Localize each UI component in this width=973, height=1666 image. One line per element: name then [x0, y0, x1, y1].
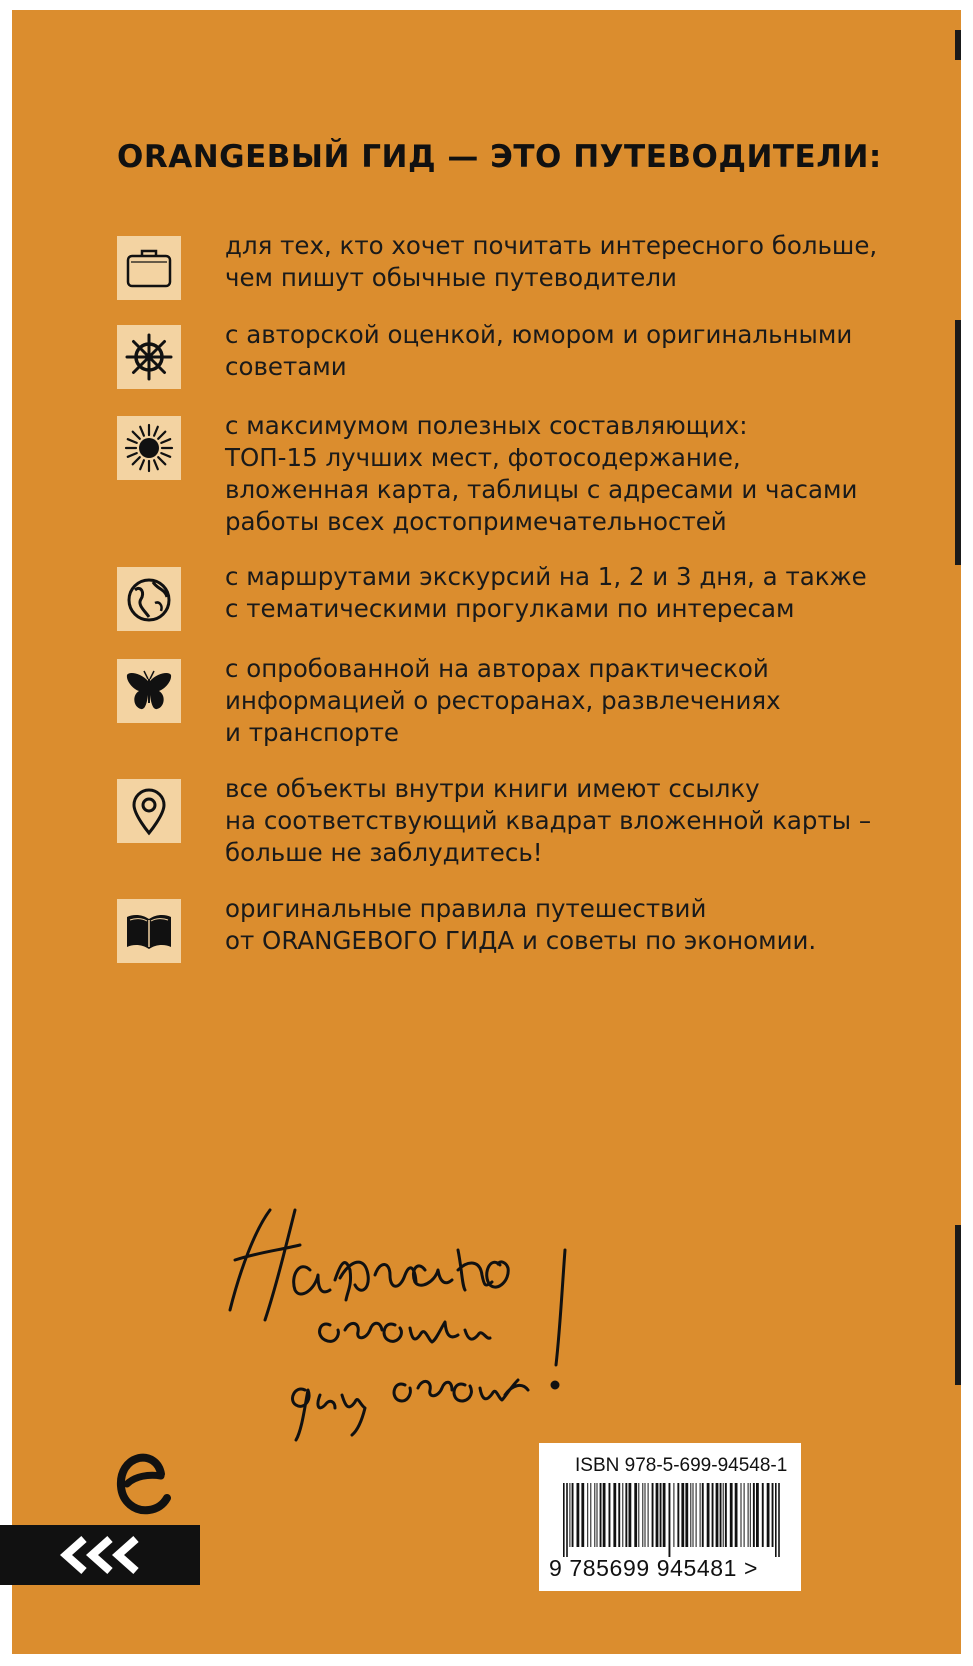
- barcode-bar: [609, 1483, 611, 1547]
- barcode-bar: [577, 1483, 580, 1547]
- barcode-bar: [730, 1483, 733, 1547]
- barcode-bar: [775, 1483, 777, 1557]
- feature-text: с маршрутами экскурсий на 1, 2 и 3 дня, а также с тематическими прогулками по интересам: [225, 562, 867, 623]
- barcode-bar: [634, 1483, 637, 1547]
- barcode-bar: [685, 1483, 688, 1547]
- feature-text: с опробованной на авторах практической информацией о ресторанах, развлечениях и транспорте: [225, 654, 781, 747]
- barcode-bar: [622, 1483, 623, 1547]
- barcode-bar: [581, 1483, 584, 1547]
- barcode-bar: [572, 1483, 574, 1547]
- map-pin-icon: [117, 779, 181, 843]
- sun-icon: [117, 416, 181, 480]
- barcode-bar: [660, 1483, 662, 1547]
- barcode-bar: [681, 1483, 684, 1547]
- barcode-bar: [618, 1483, 620, 1547]
- barcode-bar: [748, 1483, 749, 1547]
- barcode-bar: [712, 1483, 714, 1547]
- barcode-bar: [735, 1483, 738, 1547]
- barcode-bar: [663, 1483, 666, 1547]
- barcode-bar: [744, 1483, 745, 1547]
- barcode-bar: [629, 1483, 632, 1547]
- barcode-bar: [778, 1483, 780, 1557]
- barcode-bar: [720, 1483, 722, 1547]
- butterfly-icon: [117, 659, 181, 723]
- isbn-label: ISBN 978-5-699-94548-1: [575, 1455, 788, 1476]
- barcode-bar: [753, 1483, 755, 1547]
- barcode-bar: [716, 1483, 719, 1547]
- barcode-bar: [645, 1483, 646, 1547]
- feature-text: оригинальные правила путешествий от ORANGEВОГО ГИДА и советы по экономии.: [225, 894, 817, 955]
- feature-text: для тех, кто хочет почитать интересного больше, чем пишут обычные путеводители: [225, 231, 878, 292]
- barcode-bar: [756, 1483, 759, 1547]
- series-chevrons-icon: [0, 1525, 200, 1585]
- barcode-bar: [590, 1483, 591, 1547]
- suitcase-icon: [117, 236, 181, 300]
- barcode-bar: [690, 1483, 691, 1547]
- isbn-digits: 9 785699 945481 >: [549, 1555, 759, 1581]
- barcode-bar: [563, 1483, 565, 1557]
- barcode-bar: [767, 1483, 770, 1547]
- barcode-bar: [677, 1483, 679, 1547]
- open-book-icon: [117, 899, 181, 963]
- crop-mark-top: [955, 30, 961, 60]
- isbn-barcode: [539, 1443, 801, 1591]
- barcode-bar: [656, 1483, 659, 1547]
- spine-edge-mark-lower: [955, 1225, 961, 1385]
- barcode-bar: [597, 1483, 598, 1547]
- barcode-bar: [696, 1483, 697, 1547]
- barcode-bar: [594, 1483, 595, 1547]
- ship-wheel-icon: [117, 325, 181, 389]
- publisher-logo: [113, 1450, 175, 1522]
- barcode-bar: [638, 1483, 639, 1547]
- barcode-bar: [587, 1483, 588, 1547]
- barcode-bar: [725, 1483, 727, 1547]
- barcode-bar: [772, 1483, 774, 1547]
- barcode-bar: [723, 1483, 724, 1547]
- barcode-bar: [625, 1483, 627, 1547]
- barcode-bar: [673, 1483, 674, 1547]
- spine-edge-mark: [955, 320, 961, 565]
- barcode-bar: [762, 1483, 764, 1547]
- feature-text: с авторской оценкой, юмором и оригинальными советами: [225, 320, 853, 381]
- feature-text: с максимумом полезных составляющих: ТОП-15 лучших мест, фотосодержание, вложенная карта, таблицы с адресами и часами работы всех достопримечательностей: [225, 411, 858, 536]
- barcode-bar: [750, 1483, 751, 1547]
- barcode-bar: [613, 1483, 616, 1547]
- barcode-bar: [648, 1483, 649, 1547]
- barcode-bar: [652, 1483, 654, 1547]
- headline: ORANGEВЫЙ ГИД — ЭТО ПУТЕВОДИТЕЛИ:: [117, 139, 882, 175]
- barcode-bar: [702, 1483, 704, 1547]
- barcode-bar: [603, 1483, 606, 1547]
- barcode-bar: [707, 1483, 710, 1547]
- barcode-bar: [693, 1483, 694, 1547]
- globe-icon: [117, 567, 181, 631]
- barcode-bar: [669, 1483, 671, 1557]
- barcode-bar: [642, 1483, 643, 1547]
- barcode-bar: [566, 1483, 568, 1557]
- feature-text: все объекты внутри книги имеют ссылку на соответствующий квадрат вложенной карты – больше не заблудитесь!: [225, 774, 872, 867]
- barcode-bars: [549, 1483, 789, 1557]
- barcode-bar: [569, 1483, 570, 1547]
- barcode-bar: [600, 1483, 602, 1547]
- barcode-bar: [741, 1483, 742, 1547]
- barcode-bar: [700, 1483, 701, 1547]
